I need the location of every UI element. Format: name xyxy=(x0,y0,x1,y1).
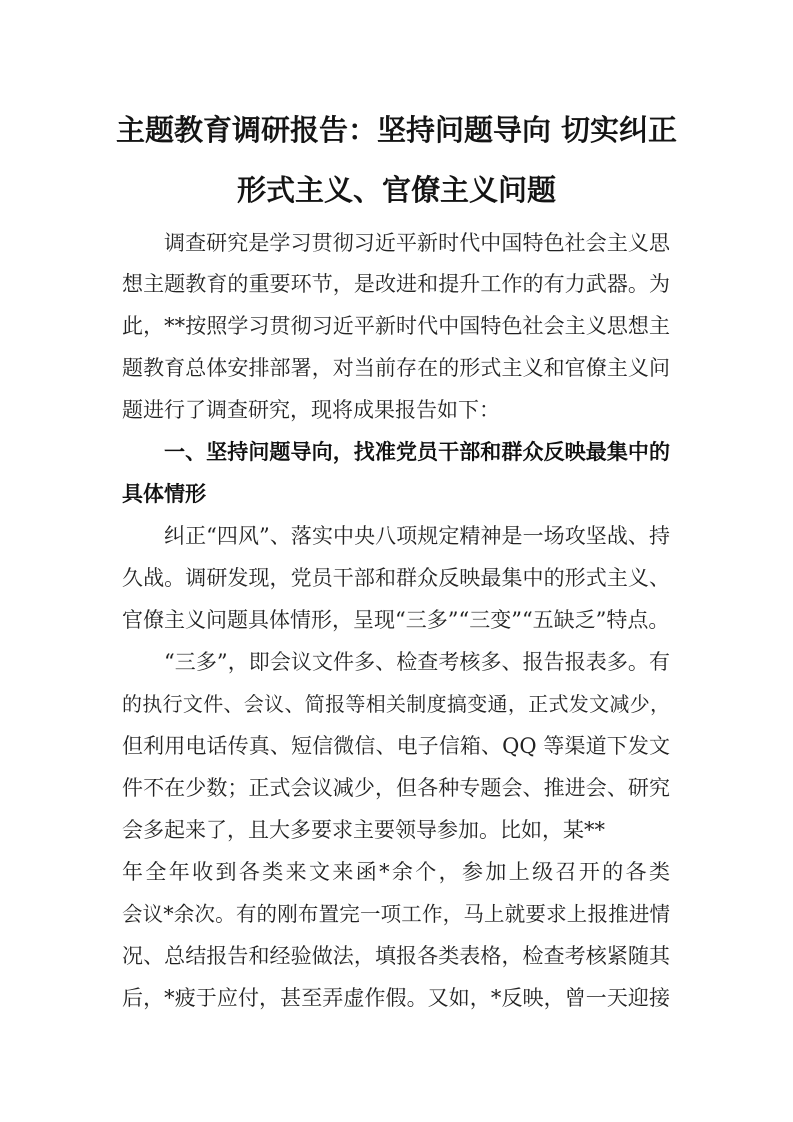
paragraph-1-line-5: 题进行了调查研究，现将成果报告如下： xyxy=(122,398,500,422)
paragraph-3-line-3: 官僚主义问题具体情形，呈现“三多”“三变”“五缺乏”特点。 xyxy=(122,608,670,632)
paragraph-4-line-1: “三多”，即会议文件多、检查考核多、报告报表多。有 xyxy=(164,650,670,674)
paragraph-4-line-6: 年全年收到各类来文来函*余个，参加上级召开的各类 xyxy=(122,860,670,884)
paragraph-4-line-4: 件不在少数；正式会议减少，但各种专题会、推进会、研究 xyxy=(122,776,670,800)
paragraph-1-line-3: 此，**按照学习贯彻习近平新时代中国特色社会主义思想主 xyxy=(122,314,670,338)
paragraph-3-line-1: 纠正“四风”、落实中央八项规定精神是一场攻坚战、持 xyxy=(164,524,670,548)
section-heading-line-2: 具体情形 xyxy=(122,481,206,506)
document-title-line-2: 形式主义、官僚主义问题 xyxy=(236,173,556,207)
paragraph-1-line-4: 题教育总体安排部署，对当前存在的形式主义和官僚主义问 xyxy=(122,356,670,380)
paragraph-4-line-7: 会议*余次。有的刚布置完一项工作，马上就要求上报推进情 xyxy=(122,902,670,926)
paragraph-4-line-8: 况、总结报告和经验做法，填报各类表格，检查考核紧随其 xyxy=(122,944,670,968)
paragraph-4-line-5: 会多起来了，且大多要求主要领导参加。比如，某** xyxy=(122,818,605,842)
section-heading-line-1: 一、坚持问题导向，找准党员干部和群众反映最集中的 xyxy=(164,439,670,464)
paragraph-4-line-9: 后，*疲于应付，甚至弄虚作假。又如，*反映，曾一天迎接 xyxy=(122,986,670,1010)
paragraph-3-line-2: 久战。调研发现，党员干部和群众反映最集中的形式主义、 xyxy=(122,566,670,590)
paragraph-1-line-2: 想主题教育的重要环节，是改进和提升工作的有力武器。为 xyxy=(122,272,670,296)
paragraph-1-line-1: 调查研究是学习贯彻习近平新时代中国特色社会主义思 xyxy=(164,231,670,255)
paragraph-4-line-2: 的执行文件、会议、简报等相关制度搞变通，正式发文减少， xyxy=(122,692,670,716)
document-title-line-1: 主题教育调研报告：坚持问题导向 切实纠正 xyxy=(115,113,678,147)
paragraph-4-line-3: 但利用电话传真、短信微信、电子信箱、QQ 等渠道下发文 xyxy=(122,734,670,758)
